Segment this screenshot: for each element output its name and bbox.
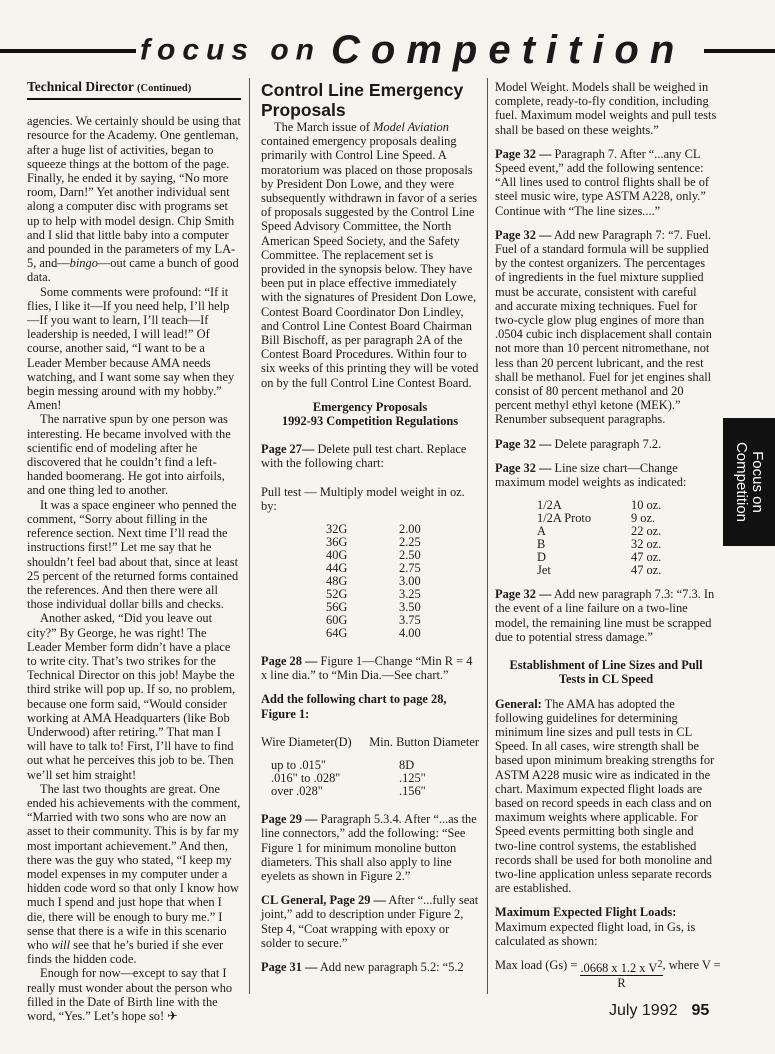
end-mark-icon: ✈ — [167, 1009, 178, 1023]
column-header: Min. Button Diameter — [369, 734, 479, 749]
column-2 — [261, 80, 479, 974]
side-tab-label — [733, 442, 765, 522]
table-cell: 22 oz. — [631, 524, 662, 539]
page-label: Page 32 — — [495, 587, 552, 602]
header-competition: Competition — [331, 28, 686, 72]
formula-exponent: 2 — [657, 958, 663, 970]
max-load-formula — [495, 957, 721, 991]
table-cell: 60G — [326, 613, 348, 628]
paragraph — [495, 437, 717, 451]
table-cell: 52G — [326, 587, 348, 602]
issue-date: July 1992 — [609, 1002, 678, 1019]
table-cell: 2.75 — [399, 561, 421, 576]
add-chart-heading: Add the following chart to page 28, Figure 1: — [261, 692, 447, 721]
subheading: Emergency Proposals — [312, 399, 428, 414]
page-label: Page 28 — — [261, 654, 318, 669]
header-rule-left — [0, 49, 136, 53]
paragraph — [27, 782, 241, 967]
text: Line size chart—Change maximum model weights as indicated: — [495, 460, 687, 490]
formula-tail: , where V = — [662, 957, 721, 972]
paragraph — [261, 654, 479, 682]
formula-denominator: R — [617, 976, 626, 991]
column-header: Wire Diameter(D) — [261, 734, 352, 749]
table-cell: 3.00 — [399, 574, 421, 589]
text: After “...fully seat joint,” add to description under Figure 2, Step 4, “Coat wrapping with epoxy or solder to secure.” — [261, 893, 479, 950]
technical-director-title — [27, 80, 241, 100]
table-cell: D — [537, 550, 546, 565]
text: The last two thoughts are great. One ended his achievements with the comment, “Married with two sons who are now an asset to their community. This is by far my most important achievement.” And then, there was the guy who stated, “I keep my model expenses in my computer under a hidden code word so that only I know how much I spend and just hope that when I die, there will be enough to bury me.” I sense that there is a wife in this scenario who — [27, 781, 241, 952]
text: Delete pull test chart. Replace with the following chart: — [261, 442, 467, 471]
table-cell: .125" — [399, 771, 426, 786]
page-number: 95 — [691, 1002, 710, 1019]
table-cell: 3.75 — [399, 613, 421, 628]
table-cell: Jet — [537, 563, 551, 578]
table-cell: 2.50 — [399, 548, 421, 563]
table-row — [537, 564, 681, 577]
table-cell: .156" — [399, 784, 426, 799]
paragraph — [261, 442, 479, 470]
text: Add new Paragraph 7: “7. Fuel. Fuel of a standard formula will be supplied by the contest organizers. The percentages of ingredients in the fuel mixture supplied must be accurate, consistent with careful and accurate mixing techniques. Fuel for two-cycle glow plug engines of more than .0504 cubic inch displacement shall contain not more than 10 percent nitromethane, not less than 20 percent lubricant, and the rest shall be methanol. Fuel for jet engines shall consist of 80 percent methanol and 20 percent methyl ethyl ketone (MEK).” Renumber subsequent paragraphs. — [495, 227, 712, 427]
establishment-heading: Establishment of Line Sizes and Pull Tests in CL Speed — [509, 658, 703, 687]
paragraph: Another asked, “Did you leave out city?” By George, he was right! The Leader Member form didn’t have a place to write city. That’s two strikes for the Technical Director on this job! Maybe the third strike will pop up. If so, no problem, because one form said, “Would consider working at AMA Headquarters (like Bob Underwood) after retiring.” That man I will have to talk to! First, I’ll have to find out what he perceives this job to be. Then we’ll set him straight! — [27, 611, 236, 782]
paragraph — [27, 114, 241, 284]
page-label: Page 32 — — [495, 436, 552, 451]
paragraph — [495, 228, 717, 427]
page-label: Page 32 — — [495, 227, 552, 242]
column-3 — [495, 80, 721, 991]
paragraph: Model Weight. Models shall be weighed in complete, ready-to-fly condition, including fuel. Maximum model weights and pull tests shall be based on these weights.” — [495, 80, 717, 137]
text: Enough for now—except to say that I really must wonder about the person who filled in the Date of Birth line with the word, “Yes.” Let’s hope so! — [27, 966, 233, 1023]
table-cell: 1/2A Proto — [537, 511, 592, 526]
wire-diameter-table — [271, 759, 459, 798]
table-cell: 2.00 — [399, 522, 421, 537]
wire-table-header — [261, 735, 479, 749]
table-cell: 32G — [326, 522, 348, 537]
table-cell: 8D — [399, 758, 415, 773]
table-cell: 47 oz. — [631, 563, 662, 578]
page-label: Page 32 — — [495, 460, 552, 475]
paragraph: The narrative spun by one person was interesting. He became involved with the scientific end of modeling after he discovered that he couldn’t find a left-handed boomerang. He got into airfoils, and one thing led to another. — [27, 412, 231, 498]
text-italic: will — [51, 937, 71, 952]
paragraph — [261, 893, 479, 950]
paragraph: It was a space engineer who penned the comment, “Sorry about filling in the reference section. Next time I’ll read the instructions first!” Let me say that he shouldn’t feel bad about that, since at least 25 percent of the returned forms contained the references. And then there were all those individual dollar bills and checks. — [27, 497, 239, 612]
text: The AMA has adopted the following guidelines for determining minimum line sizes and pull tests in CL Speed. In all cases, wire strength shall be based upon minimum breaking strengths for ASTM A228 music wire as indicated in the chart. Maximum expected flight loads are based on record speeds in each class and on maximum weights where applicable. For Speed events permitting both single and two-line control systems, the established records shall be used for both monoline and two-line application unless separate records are established. — [495, 696, 715, 896]
column-divider-2 — [487, 78, 488, 994]
table-cell: B — [537, 537, 546, 552]
model-weight-table — [537, 499, 681, 577]
paragraph — [495, 587, 717, 644]
table-cell: 3.25 — [399, 587, 421, 602]
paragraph — [495, 461, 717, 489]
page-footer — [609, 1002, 709, 1020]
subheading: 1992-93 Competition Regulations — [281, 414, 459, 429]
side-tab-line1: Focus on — [749, 451, 766, 513]
paragraph — [495, 147, 717, 218]
text: Figure 1—Change “Min R = 4 x line dia.” to “Min Dia.—See chart.” — [261, 654, 473, 683]
table-cell: 4.00 — [399, 626, 421, 641]
paragraph: Pull test — Multiply model weight in oz. by: — [261, 484, 465, 513]
table-cell: 56G — [326, 600, 348, 615]
text: Add new paragraph 5.2: “5.2 — [317, 959, 464, 974]
text: Paragraph 5.3.4. After “...as the line connectors,” add the following: “See Figure 1 for minimum monoline button diameters. This shall also apply to line eyelets as shown in Figure 2.” — [261, 812, 477, 883]
header-rule-right — [704, 49, 775, 53]
header-focus-on: focus on — [140, 33, 321, 67]
table-cell: 10 oz. — [631, 498, 662, 513]
table-cell: 48G — [326, 574, 348, 589]
table-cell: 9 oz. — [631, 511, 656, 526]
page-label: Page 27— — [261, 442, 315, 457]
paragraph: Maximum expected flight load, in Gs, is calculated as shown: — [495, 919, 696, 948]
text-italic: bingo — [69, 256, 98, 271]
paragraph — [261, 812, 479, 883]
table-row — [271, 785, 459, 798]
text: Add new paragraph 7.3: “7.3. In the event of a line failure on a two-line model, the remaining line must be scrapped due to potential stress damage.” — [495, 587, 715, 644]
formula-lhs: Max load (Gs) = — [495, 957, 581, 972]
text: Paragraph 7. After “...any CL Speed event,” add the following sentence: “All lines used to control flights shall be of steel music wire, type ASTM A228, only.” Continue with “The line sizes....” — [495, 146, 710, 218]
text: The March issue of — [274, 120, 374, 134]
column-divider-1 — [249, 78, 250, 994]
table-cell: A — [537, 524, 546, 539]
general-label: General: — [495, 696, 542, 711]
text: see that he’s buried if she ever finds the hidden code. — [27, 937, 224, 967]
column-1 — [27, 80, 241, 1023]
table-cell: 2.25 — [399, 535, 421, 550]
table-cell: 44G — [326, 561, 348, 576]
page-label: Page 31 — — [261, 959, 318, 974]
paragraph: Some comments were profound: “If it flies, I like it—If you need help, I’ll help—If you want to learn, I’ll teach—If leadership is needed, I will lead!” Of course, another said, “I want to be a Leader Member because AMA needs watching, and I want some say when they begin messing around with my hobby.” Amen! — [27, 284, 235, 413]
paragraph — [27, 966, 241, 1023]
article-heading: Control Line Emergency Proposals — [261, 80, 464, 120]
page-label: Page 29 — — [261, 812, 318, 827]
table-cell: over .028" — [271, 784, 323, 799]
table-cell: up to .015" — [271, 758, 326, 773]
table-cell: 36G — [326, 535, 348, 550]
title-suffix: (Continued) — [136, 83, 192, 94]
table-cell: 64G — [326, 626, 348, 641]
text: agencies. We certainly should be using that resource for the Academy. One gentleman, after a huge list of activities, began to squeeze things at the bottom of the page. Finally, he ended it by saying, “No more room, Darn!” Yet another individual sent along a computer disc with programs set up to help with model design. Chip Smith and I slid that little baby into a computer and pounded in the parameters of my LA-5, and— — [27, 114, 241, 271]
table-cell: 47 oz. — [631, 550, 662, 565]
pull-test-table — [326, 523, 439, 640]
page-label: CL General, Page 29 — — [261, 893, 386, 908]
text: contained emergency proposals dealing primarily with Control Line Speed. A moratorium was placed on those proposals by President Don Lowe, and they were subsequently withdrawn in favor of a series of proposals suggested by the Control Line Speed Advisory Committee, the North American Speed Society, and the Safety Committee. The replacement set is provided in the synopsis below. They have been put in place effective immediately with the signatures of President Don Lowe, Contest Board Coordinator Don Lindley, and Control Line Contest Board Chairman Bill Bischoff, as per paragraph 2A of the Contest Board Procedures. Within four to six weeks of this printing they will be voted on by the full Control Line Contest Board. — [261, 134, 479, 390]
side-tab-line2: Competition — [733, 441, 750, 523]
table-row — [326, 627, 439, 640]
max-load-heading: Maximum Expected Flight Loads: — [495, 905, 677, 920]
table-cell: 40G — [326, 548, 348, 563]
paragraph — [261, 960, 479, 974]
paragraph — [495, 697, 717, 896]
side-section-tab — [723, 418, 775, 546]
paragraph — [261, 120, 479, 390]
section-header — [140, 28, 685, 73]
table-cell: 1/2A — [537, 498, 562, 513]
page-label: Page 32 — — [495, 146, 552, 161]
table-cell: 3.50 — [399, 600, 421, 615]
table-cell: .016" to .028" — [271, 771, 341, 786]
text: —out came a bunch of good data. — [27, 256, 239, 285]
formula-numerator: .0668 x 1.2 x V — [580, 961, 658, 976]
text: Delete paragraph 7.2. — [551, 436, 662, 451]
title-text: Technical Director — [27, 79, 134, 94]
table-cell: 32 oz. — [631, 537, 662, 552]
magazine-name: Model Aviation — [373, 120, 449, 134]
